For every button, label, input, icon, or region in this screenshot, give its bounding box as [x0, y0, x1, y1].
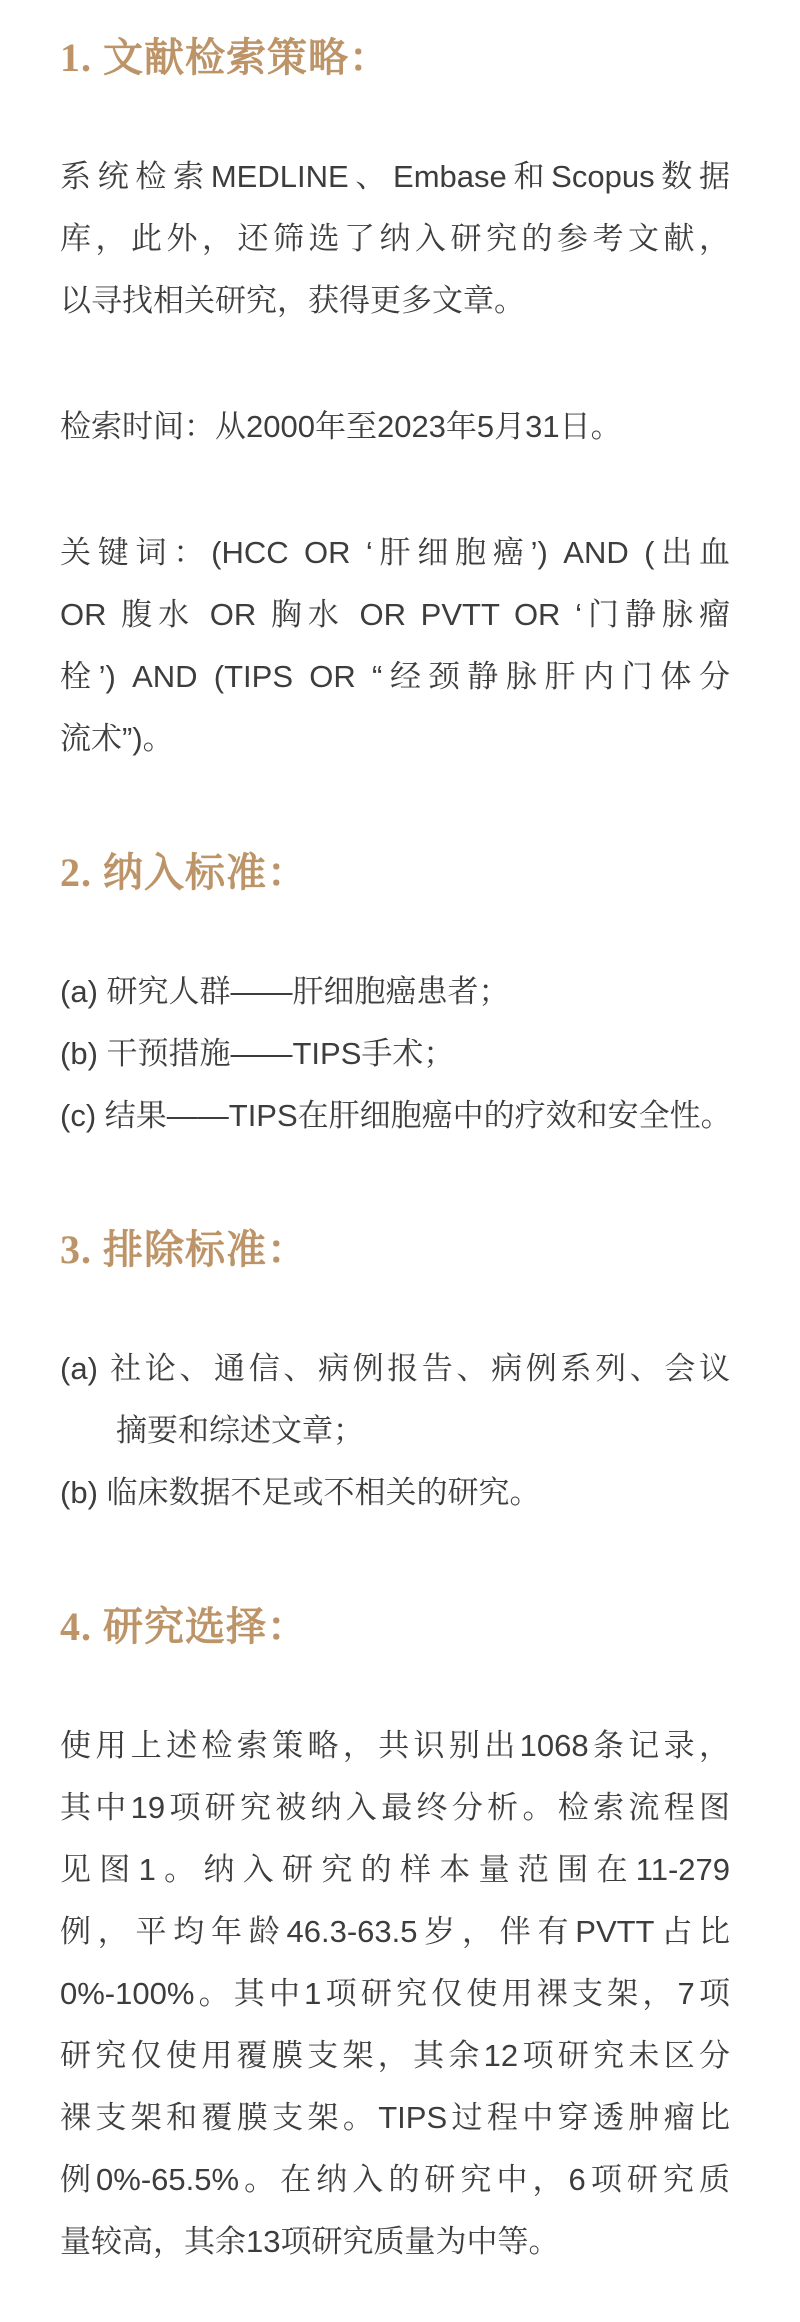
text-line: 使用上述检索策略，共识别出1068条记录，	[60, 1728, 730, 1763]
list-item: (b) 干预措施——TIPS手术；	[60, 1036, 455, 1071]
text-line: 量较高，其余13项研究质量为中等。	[60, 2224, 560, 2259]
list-item: (b) 临床数据不足或不相关的研究。	[60, 1475, 541, 1510]
paragraph-search-period	[60, 396, 730, 458]
paragraph-exclusion-items	[60, 1338, 730, 1524]
text-line: 0%-100%。其中1项研究仅使用裸支架，7项	[60, 1976, 730, 2011]
text-line: 其中19项研究被纳入最终分析。检索流程图	[60, 1790, 730, 1825]
paragraph-keywords	[60, 522, 730, 770]
section-1-heading: 1. 文献检索策略：	[60, 35, 390, 80]
text-line: 研究仅使用覆膜支架，其余12项研究未区分	[60, 2038, 730, 2073]
section-exclusion-criteria	[60, 1219, 730, 1524]
paragraph-inclusion-items	[60, 961, 730, 1147]
text-line: 裸支架和覆膜支架。TIPS过程中穿透肿瘤比	[60, 2100, 730, 2135]
section-3-heading: 3. 排除标准：	[60, 1227, 308, 1272]
list-item: (c) 结果——TIPS在肝细胞癌中的疗效和安全性。	[60, 1098, 732, 1133]
list-item: (a) 研究人群——肝细胞癌患者；	[60, 974, 510, 1009]
section-search-strategy	[60, 27, 730, 770]
text-line: 检索时间：从2000年至2023年5月31日。	[60, 409, 622, 444]
paragraph-selection-results	[60, 1715, 730, 2273]
text-line: OR 腹水 OR 胸水 OR PVTT OR ‘门静脉瘤	[60, 597, 730, 632]
section-study-selection	[60, 1596, 730, 2273]
paragraph-databases	[60, 146, 730, 332]
text-line: 栓’) AND (TIPS OR “经颈静脉肝内门体分	[60, 659, 730, 694]
text-line: 系统检索MEDLINE、Embase和Scopus数据	[60, 159, 730, 194]
text-line: 例，平均年龄46.3-63.5岁，伴有PVTT占比	[60, 1914, 730, 1949]
section-inclusion-criteria	[60, 842, 730, 1147]
text-line: 关键词：(HCC OR ‘肝细胞癌’) AND (出血	[60, 535, 730, 570]
text-line: 流术”)。	[60, 721, 174, 756]
text-line: 以寻找相关研究，获得更多文章。	[60, 283, 525, 318]
list-item-continuation: 摘要和综述文章；	[116, 1413, 364, 1448]
text-line: 库，此外，还筛选了纳入研究的参考文献，	[60, 221, 730, 256]
text-line: 见图1。纳入研究的样本量范围在11-279	[60, 1852, 730, 1887]
list-item: (a) 社论、通信、病例报告、病例系列、会议	[60, 1351, 730, 1386]
section-4-heading: 4. 研究选择：	[60, 1604, 308, 1649]
text-line: 例0%-65.5%。在纳入的研究中，6项研究质	[60, 2162, 730, 2197]
section-2-heading: 2. 纳入标准：	[60, 850, 308, 895]
